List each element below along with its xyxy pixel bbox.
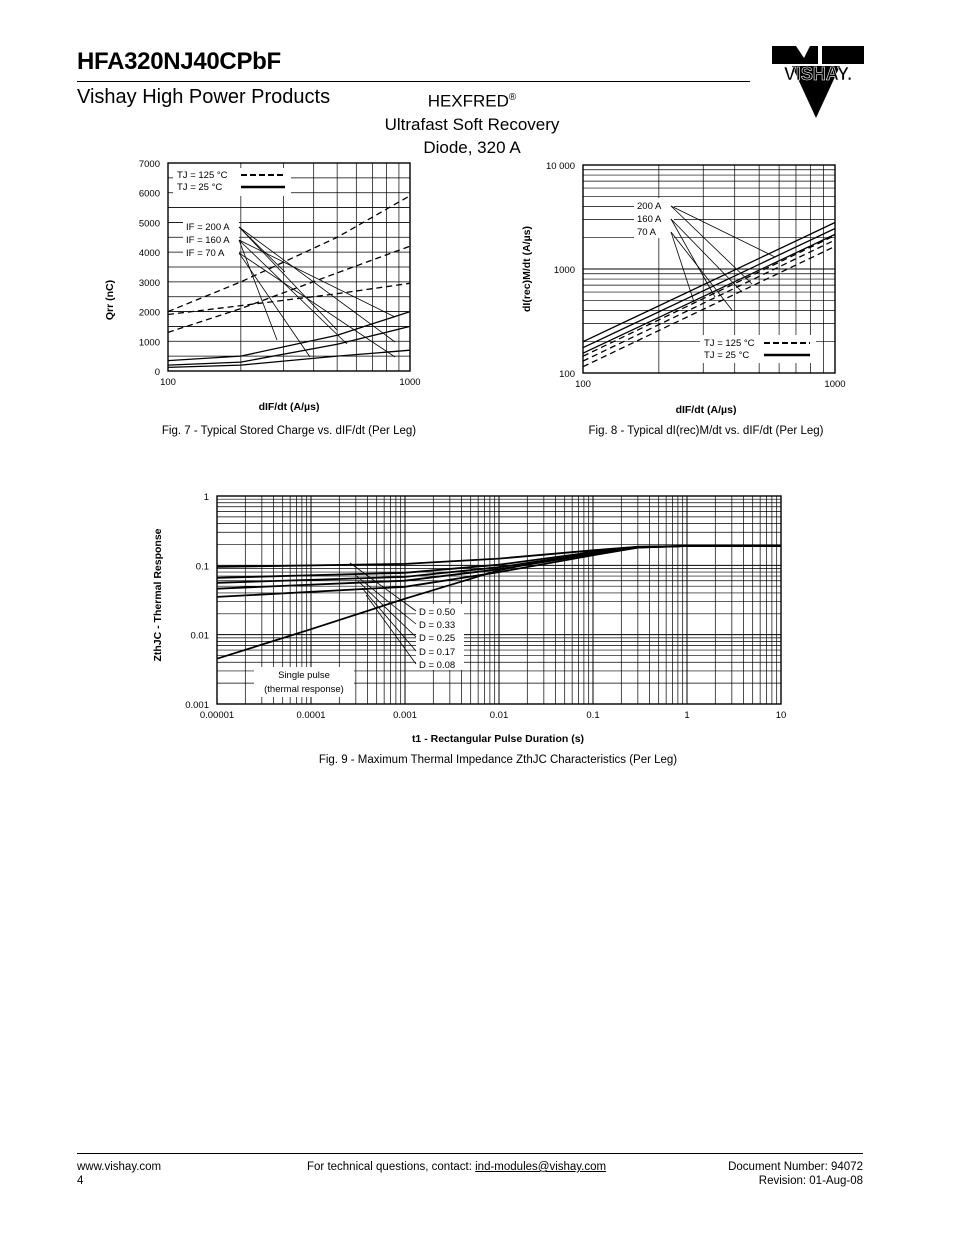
figure-8 xyxy=(520,152,865,442)
fig9-x-tick-label: 0.01 xyxy=(489,710,509,721)
footer-website[interactable]: www.vishay.com xyxy=(77,1161,162,1173)
fig8-annot-200a: 200 A xyxy=(637,201,662,212)
product-line-2: Ultrafast Soft Recovery xyxy=(384,114,560,134)
fig7-legend-tj125: TJ = 125 °C xyxy=(177,170,228,181)
fig8-caption: Fig. 8 - Typical dI(rec)M/dt vs. dIF/dt (Per Leg) xyxy=(588,425,824,437)
footer-left xyxy=(77,1160,161,1188)
fig9-annot-d008: D = 0.08 xyxy=(419,660,456,671)
product-title xyxy=(362,86,582,159)
fig9-y-tick-label: 0.001 xyxy=(185,700,209,711)
logo-top-band xyxy=(772,46,818,64)
fig9-ylabel: ZthJC - Thermal Response xyxy=(152,528,164,662)
logo-top-band-right xyxy=(822,46,864,64)
fig9-x-tick-label: 0.0001 xyxy=(296,710,326,721)
fig7-y-tick-label: 0 xyxy=(154,367,160,378)
figure-9 xyxy=(140,485,810,770)
fig9-y-tick-label: 1 xyxy=(203,492,209,503)
footer-contact-email[interactable]: ind-modules@vishay.com xyxy=(475,1161,607,1173)
part-number-title: HFA320NJ40CPbF xyxy=(77,48,281,75)
footer-contact-prefix: For technical questions, contact: xyxy=(307,1161,476,1173)
fig9-annot-d025: D = 0.25 xyxy=(419,633,456,644)
fig9-annot-d017: D = 0.17 xyxy=(419,647,456,658)
fig7-x-tick-label: 1000 xyxy=(399,377,421,388)
fig7-annot-200a: IF = 200 A xyxy=(186,222,230,233)
product-line-3: Diode, 320 A xyxy=(423,137,521,157)
fig9-x-tick-label: 10 xyxy=(775,710,787,721)
fig7-annot-70a: IF = 70 A xyxy=(186,248,225,259)
fig7-legend xyxy=(173,168,395,357)
fig7-x-tick-label: 100 xyxy=(160,377,176,388)
registered-mark: ® xyxy=(508,92,517,103)
fig9-y-tick-label: 0.1 xyxy=(195,561,209,573)
footer-rule xyxy=(77,1153,863,1154)
fig7-ylabel: Qrr (nC) xyxy=(104,279,116,321)
fig8-x-tick-label: 100 xyxy=(575,379,591,390)
fig7-y-tick-label: 3000 xyxy=(138,277,160,289)
fig8-legend-tj25: TJ = 25 °C xyxy=(704,350,750,361)
footer-contact xyxy=(307,1160,606,1174)
fig8-xlabel: dIF/dt (A/µs) xyxy=(675,404,737,416)
fig9-xlabel: t1 - Rectangular Pulse Duration (s) xyxy=(411,733,585,745)
fig8-y-tick-label: 1000 xyxy=(553,265,575,276)
fig9-caption: Fig. 9 - Maximum Thermal Impedance ZthJC Characteristics (Per Leg) xyxy=(318,754,678,766)
fig9-x-tick-label: 0.1 xyxy=(586,710,600,721)
footer-page-number: 4 xyxy=(77,1175,84,1187)
fig9-x-tick-label: 0.00001 xyxy=(199,710,235,721)
fig7-caption: Fig. 7 - Typical Stored Charge vs. dIF/dt (Per Leg) xyxy=(161,425,417,437)
footer-revision: Revision: 01-Aug-08 xyxy=(758,1175,863,1187)
fig8-y-tick-label: 10 000 xyxy=(545,161,575,172)
fig9-x-tick-label: 1 xyxy=(684,710,690,721)
fig7-y-tick-label: 2000 xyxy=(138,307,160,319)
header-rule xyxy=(77,81,750,82)
fig9-annot-d033: D = 0.33 xyxy=(419,620,456,631)
fig9-y-tick-label: 0.01 xyxy=(190,630,209,642)
fig8-y-tick-label: 100 xyxy=(559,369,575,380)
fig7-y-tick-label: 6000 xyxy=(138,188,160,200)
fig9-single-pulse-label: Single pulse xyxy=(278,670,330,681)
footer-doc-number: Document Number: 94072 xyxy=(728,1161,863,1173)
figure-7 xyxy=(95,152,455,442)
fig8-legend-tj125: TJ = 125 °C xyxy=(704,338,755,349)
fig7-y-tick-label: 5000 xyxy=(138,218,160,230)
fig8-x-tick-label: 1000 xyxy=(824,379,846,390)
logo-text: VISHAY. xyxy=(783,64,853,84)
brand-line: Vishay High Power Products xyxy=(77,86,331,108)
fig7-y-tick-label: 4000 xyxy=(138,248,160,260)
fig7-annot-160a: IF = 160 A xyxy=(186,235,230,246)
fig7-xlabel: dIF/dt (A/µs) xyxy=(258,401,320,413)
fig8-ylabel: dI(rec)M/dt (A/µs) xyxy=(521,226,533,312)
fig8-annot-160a: 160 A xyxy=(637,214,662,225)
product-line-1: HEXFRED xyxy=(427,91,509,111)
vishay-logo xyxy=(770,44,866,122)
fig9-single-pulse-sublabel: (thermal response) xyxy=(264,684,344,695)
fig7-y-tick-label: 7000 xyxy=(138,159,160,170)
fig7-legend-tj25: TJ = 25 °C xyxy=(177,182,223,193)
fig8-series-line xyxy=(583,223,835,342)
fig7-y-tick-label: 1000 xyxy=(138,337,160,349)
fig8-series-line xyxy=(583,229,835,348)
fig8-annot-70a: 70 A xyxy=(637,227,657,238)
footer-right xyxy=(728,1160,863,1188)
fig9-x-tick-label: 0.001 xyxy=(393,710,417,721)
fig9-annot-d050: D = 0.50 xyxy=(419,607,456,618)
